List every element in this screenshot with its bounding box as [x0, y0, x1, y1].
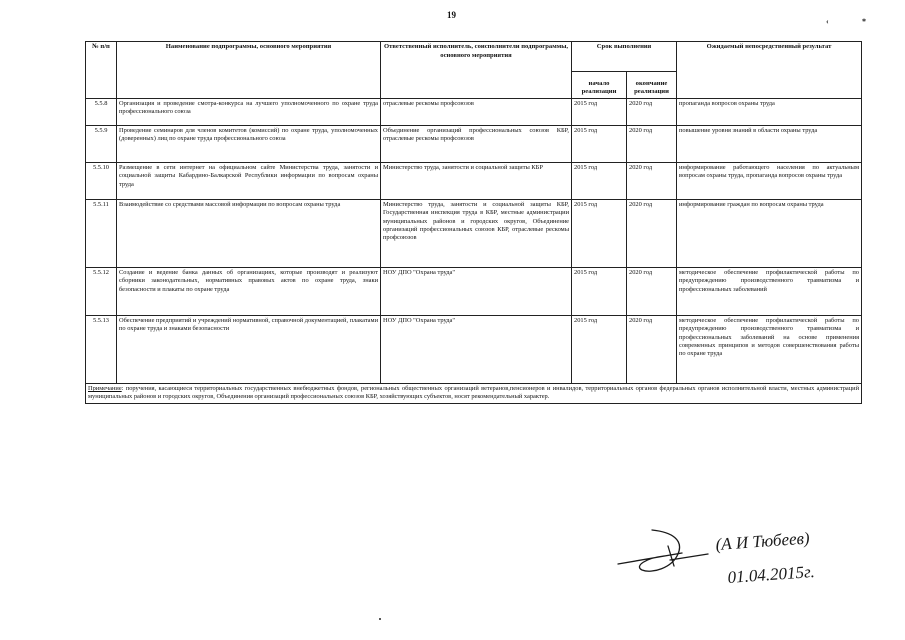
row-name: Обеспечение предприятий и учреждений нормативной, справочной документацией, плакатами по охране труда и знаками безопасности — [117, 316, 381, 384]
row-num: 5.5.10 — [86, 163, 117, 200]
row-name: Проведение семинаров для членов комитетов (комиссий) по охране труда, уполномоченных (доверенных) лиц по охране труда профессионального союза — [117, 126, 381, 163]
row-executor: НОУ ДПО "Охрана труда" — [381, 316, 572, 384]
row-num: 5.5.12 — [86, 268, 117, 316]
row-num: 5.5.13 — [86, 316, 117, 384]
row-end: 2020 год — [627, 316, 677, 384]
header-term: Срок выполнения — [572, 42, 677, 72]
row-name: Создание и ведение банка данных об организациях, которые производят и реализуют сборники законодательных, нормативных правовых актов по охране труда, знаки безопасности и плакаты по охране труда — [117, 268, 381, 316]
row-name: Организация и проведение смотра-конкурса на лучшего уполномоченного по охране труда профессионального союза — [117, 99, 381, 126]
row-start: 2015 год — [572, 163, 627, 200]
table-row — [86, 268, 862, 316]
row-name: Размещение в сети интернет на официальном сайте Министерства труда, занятости и социальной защиты Кабардино-Балкарской Республики информации по вопросам охраны труда — [117, 163, 381, 200]
row-result: методическое обеспечение профилактической работы по предупреждению производственного травматизма и профессиональных заболеваний — [677, 268, 862, 316]
row-end: 2020 год — [627, 200, 677, 268]
row-start: 2015 год — [572, 268, 627, 316]
row-executor: Министерство труда, занятости и социальной защиты КБР, Государственная инспекция труда в КБР, местные администрации муниципальных районов и городских округов, Объединение организаций профессиональных союзов КБР, отраслевые рескомы профсоюзов — [381, 200, 572, 268]
header-term-end: окончание реализации — [627, 72, 677, 99]
table-row — [86, 200, 862, 268]
row-start: 2015 год — [572, 126, 627, 163]
header-term-start: начало реализации — [572, 72, 627, 99]
row-executor: НОУ ДПО "Охрана труда" — [381, 268, 572, 316]
note-label: Примечание — [88, 385, 122, 392]
signature-flourish — [618, 530, 708, 571]
row-executor: отраслевые рескомы профсоюзов — [381, 99, 572, 126]
corner-mark-right: * — [862, 17, 866, 26]
row-result: пропаганда вопросов охраны труда — [677, 99, 862, 126]
signature-date: 01.04.2015г. — [726, 561, 816, 587]
row-end: 2020 год — [627, 126, 677, 163]
stray-dot — [379, 618, 381, 620]
program-table — [85, 41, 862, 404]
table-row — [86, 99, 862, 126]
note-cell — [86, 384, 862, 404]
row-num: 5.5.9 — [86, 126, 117, 163]
row-start: 2015 год — [572, 200, 627, 268]
row-start: 2015 год — [572, 99, 627, 126]
row-num: 5.5.11 — [86, 200, 117, 268]
page-number: 19 — [447, 10, 456, 20]
note-text: : поручения, касающиеся территориальных государственных внебюджетных фондов, региональных общественных организаций ветеранов,пенсионеров и инвалидов, территориальных органов федеральных органов исполнительной власти, местных администраций муниципальных районов и городских округов, Объединения организаций профессиональных союзов КБР, хозяйствующих субъектов, носят рекомендательный характер. — [88, 385, 860, 401]
row-end: 2020 год — [627, 99, 677, 126]
note-row — [86, 384, 862, 404]
corner-mark-left: ‹ — [826, 17, 829, 26]
header-result: Ожидаемый непосредственный результат — [677, 42, 862, 99]
row-num: 5.5.8 — [86, 99, 117, 126]
signature-name: (А И Тюбеев) — [714, 528, 811, 554]
row-start: 2015 год — [572, 316, 627, 384]
row-executor: Министерство труда, занятости и социальной защиты КБР — [381, 163, 572, 200]
row-result: методическое обеспечение профилактической работы по предупреждению производственного травматизма и профессиональных заболеваний на основе применения современных принципов и методов совершенствования работы по охране труда — [677, 316, 862, 384]
header-num: № п/п — [86, 42, 117, 99]
row-result: повышение уровня знаний в области охраны труда — [677, 126, 862, 163]
row-end: 2020 год — [627, 268, 677, 316]
row-end: 2020 год — [627, 163, 677, 200]
table-row — [86, 163, 862, 200]
table-row — [86, 126, 862, 163]
row-name: Взаимодействие со средствами массовой информации по вопросам охраны труда — [117, 200, 381, 268]
header-executor: Ответственный исполнитель, соисполнители подпрограммы, основного мероприятия — [381, 42, 572, 99]
table-row — [86, 316, 862, 384]
row-executor: Объединение организаций профессиональных союзов КБР, отраслевые рескомы профсоюзов — [381, 126, 572, 163]
row-result: информирование граждан по вопросам охраны труда — [677, 200, 862, 268]
row-result: информирование работающего населения по актуальным вопросам охраны труда, пропаганда вопросов охраны труда — [677, 163, 862, 200]
header-name: Наименование подпрограммы, основного мероприятия — [117, 42, 381, 99]
handwritten-signature — [612, 520, 882, 590]
